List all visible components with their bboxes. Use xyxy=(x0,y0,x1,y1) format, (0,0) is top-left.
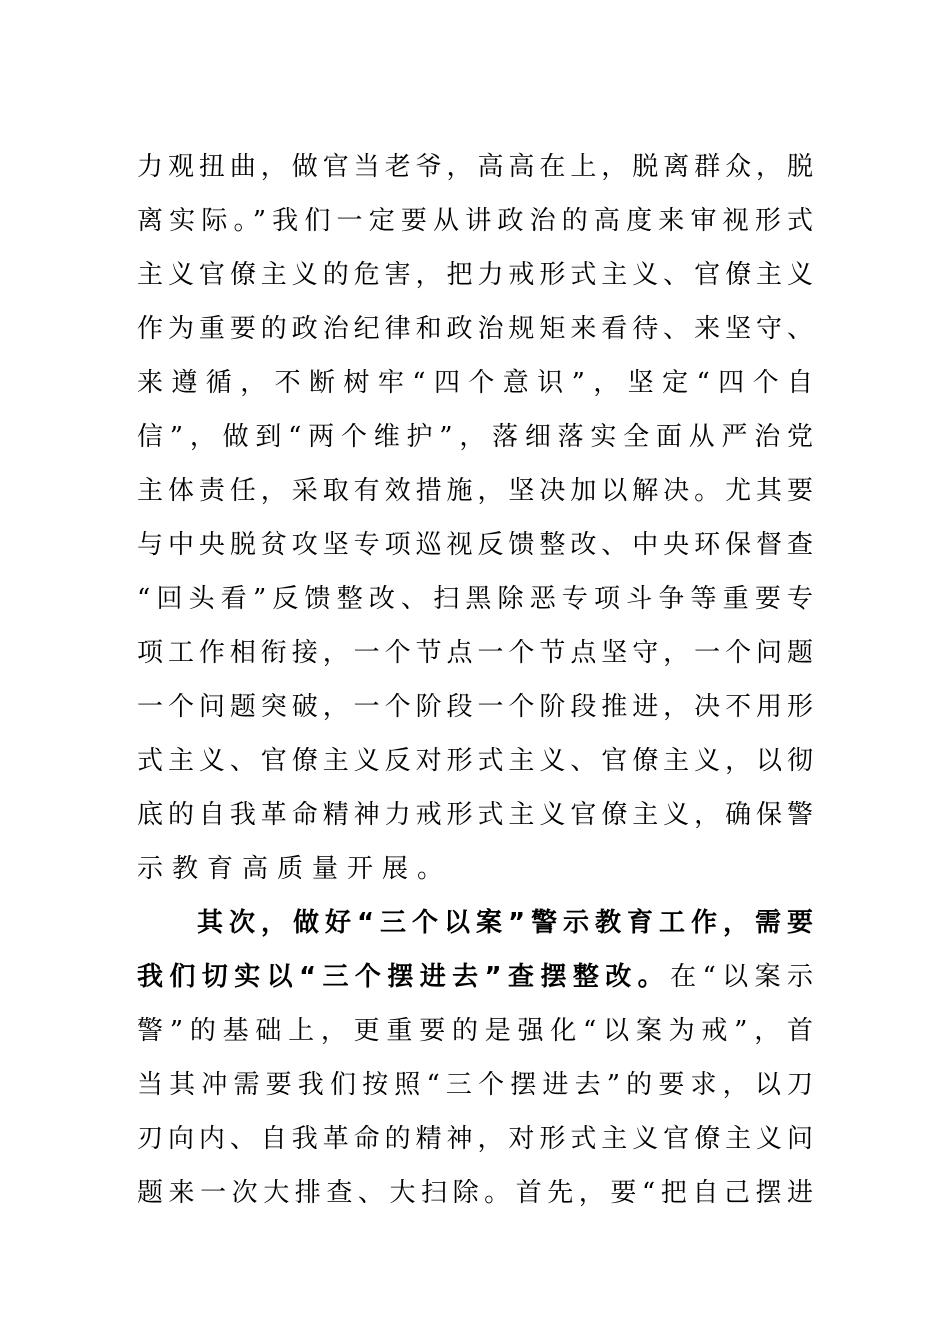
text-line: 一个问题突破，一个阶段一个阶段推进，决不用形 xyxy=(137,692,813,722)
paragraph-1 xyxy=(137,140,813,896)
text-line: 离实际。”我们一定要从讲政治的高度来审视形式 xyxy=(137,206,813,236)
document-body xyxy=(137,140,813,1220)
text-run: 在“以案示 xyxy=(670,962,813,992)
text-line: 主义官僚主义的危害，把力戒形式主义、官僚主义 xyxy=(137,260,813,290)
text-line: 项工作相衔接，一个节点一个节点坚守，一个问题 xyxy=(137,638,813,668)
text-line: 来遵循，不断树牢“四个意识”，坚定“四个自 xyxy=(137,368,813,398)
bold-heading-part-2: 我们切实以“三个摆进去”查摆整改。 xyxy=(137,962,671,992)
text-line: 主体责任，采取有效措施，坚决加以解决。尤其要 xyxy=(137,476,813,506)
text-line: 当其冲需要我们按照“三个摆进去”的要求，以刀 xyxy=(137,1070,813,1100)
text-line: 题来一次大排查、大扫除。首先，要“把自己摆进 xyxy=(137,1178,813,1208)
paragraph-2 xyxy=(137,896,813,1220)
text-line: 刃向内、自我革命的精神，对形式主义官僚主义问 xyxy=(137,1124,813,1154)
text-line: 警”的基础上，更重要的是强化“以案为戒”，首 xyxy=(137,1016,813,1046)
bold-heading-part-1: 其次，做好“三个以案”警示教育工作，需要 xyxy=(191,908,813,938)
text-line: “回头看”反馈整改、扫黑除恶专项斗争等重要专 xyxy=(137,584,813,614)
text-line: 示教育高质量开展。 xyxy=(137,854,453,884)
text-line xyxy=(137,950,813,1004)
text-line: 信”，做到“两个维护”，落细落实全面从严治党 xyxy=(137,422,813,452)
text-line: 式主义、官僚主义反对形式主义、官僚主义，以彻 xyxy=(137,746,813,776)
text-line: 力观扭曲，做官当老爷，高高在上，脱离群众，脱 xyxy=(137,152,813,182)
text-line: 与中央脱贫攻坚专项巡视反馈整改、中央环保督查 xyxy=(137,530,813,560)
text-line-lead xyxy=(137,896,813,950)
text-line: 作为重要的政治纪律和政治规矩来看待、来坚守、 xyxy=(137,314,813,344)
text-line: 底的自我革命精神力戒形式主义官僚主义，确保警 xyxy=(137,800,813,830)
